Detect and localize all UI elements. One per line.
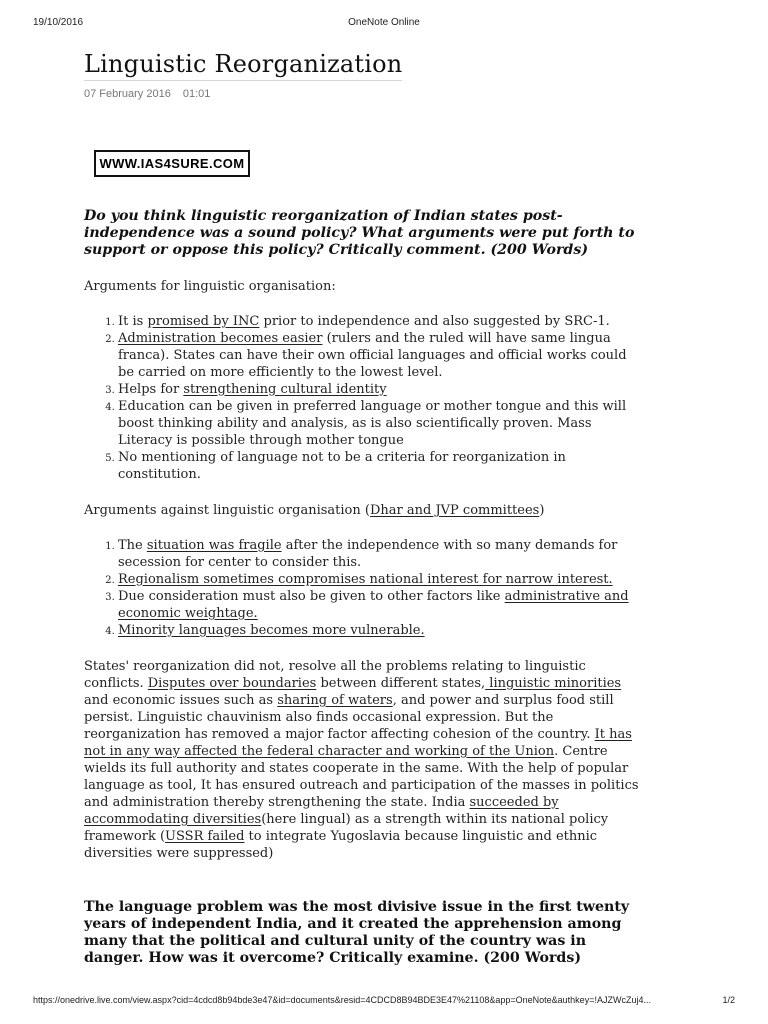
for-item-text: (rulers and the ruled will have same lingua franca). States can have their own official languages and official works could be carried on more efficiently to the lowest level. <box>118 331 627 380</box>
against-heading-committees: Dhar and JVP committees <box>369 503 540 518</box>
against-item-underlined-text: Regionalism sometimes compromises national interest for narrow interest. <box>118 572 613 587</box>
page-date: 07 February 2016 <box>84 88 171 100</box>
for-item <box>118 449 644 483</box>
for-item-underlined-text: promised by INC <box>147 314 260 329</box>
against-item-text: Due consideration must also be given to other factors like <box>118 589 505 604</box>
against-heading-pre: Arguments against linguistic organisation ( <box>84 503 370 518</box>
conclusion-underlined-text: linguistic minorities <box>485 676 622 691</box>
against-item-underlined-text: situation was fragile <box>146 538 282 553</box>
print-page-number: 1/2 <box>722 995 735 1005</box>
conclusion-text: States' reorganization did not, resolve all the problems relating to linguistic conflicts. <box>84 659 586 691</box>
conclusion-text: (here lingual) as a strength within its national policy framework ( <box>84 812 609 844</box>
against-heading <box>84 502 644 519</box>
conclusion-text: to integrate Yugoslavia because linguistic and ethnic diversities were suppressed) <box>84 829 598 861</box>
against-item-text: after the independence with so many demands for secession for center to consider this. <box>118 538 618 570</box>
against-item <box>118 622 644 639</box>
for-item-text: Education can be given in preferred language or mother tongue and this will boost thinking ability and analysis, as is also scientifically proven. Mass Literacy is possible through mother tongue <box>118 399 627 448</box>
for-item <box>118 398 644 449</box>
conclusion-underlined-text: succeeded by accommodating diversities <box>84 795 559 827</box>
for-item <box>118 330 644 381</box>
conclusion-paragraph <box>84 658 644 862</box>
print-url: https://onedrive.live.com/view.aspx?cid=4cdcd8b94bde3e47&id=documents&resid=4CDCD8B94BDE3E47%21108&app=OneNote&authkey=!AJZWcZuj4... <box>33 995 651 1005</box>
against-item <box>118 537 644 571</box>
page-title: Linguistic Reorganization <box>84 50 402 81</box>
print-app-title: OneNote Online <box>348 17 420 28</box>
print-header <box>0 17 768 31</box>
print-footer <box>0 995 768 1009</box>
against-heading-post: ) <box>539 503 545 518</box>
for-item-text: No mentioning of language not to be a criteria for reorganization in constitution. <box>118 450 566 482</box>
for-list <box>84 313 644 483</box>
for-item-underlined-text: strengthening cultural identity <box>183 382 387 397</box>
site-logo: WWW.IAS4SURE.COM <box>94 150 250 177</box>
conclusion-underlined-text: USSR failed <box>165 829 245 844</box>
against-item-underlined-text: administrative and economic weightage. <box>118 589 629 621</box>
for-item-text: prior to independence and also suggested by SRC-1. <box>259 314 610 329</box>
conclusion-text: between different states, <box>316 676 486 691</box>
page-time: 01:01 <box>182 88 211 100</box>
conclusion-text: . Centre wields its full authority and states cooperate in the same. With the help of popular language as tool, It has ensured outreach and participation of the masses in politics and administration thereby strengthening the state. India <box>84 744 639 810</box>
conclusion-text: , and power and surplus food still persist. Linguistic chauvinism also finds occasional expression. But the reorganization has removed a major factor affecting cohesion of the country. <box>84 693 614 742</box>
conclusion-underlined-text: Disputes over boundaries <box>147 676 317 691</box>
print-date: 19/10/2016 <box>33 17 84 28</box>
question-2: The language problem was the most divisive issue in the first twenty years of independent India, and it created the apprehension among many that the political and cultural unity of the country was in danger. How was it overcome? Critically examine. (200 Words) <box>84 899 630 966</box>
against-item-text: The <box>118 538 147 553</box>
against-item-underlined-text: Minority languages becomes more vulnerable. <box>118 623 425 638</box>
conclusion-text: and economic issues such as <box>84 693 278 708</box>
question-1: Do you think linguistic reorganization of Indian states post-independence was a sound policy? What arguments were put forth to support or oppose this policy? Critically comment. (200 Words) <box>84 208 635 258</box>
for-item <box>118 381 644 398</box>
conclusion-underlined-text: sharing of waters <box>277 693 393 708</box>
for-item-text: Helps for <box>118 382 184 397</box>
conclusion-underlined-text: It has not in any way affected the federal character and working of the Union <box>84 727 632 759</box>
for-heading: Arguments for linguistic organisation: <box>84 279 336 294</box>
note-content <box>84 208 644 862</box>
page-meta <box>84 88 210 100</box>
against-item <box>118 571 644 588</box>
for-item <box>118 313 644 330</box>
against-item <box>118 588 644 622</box>
for-item-text: It is <box>118 314 148 329</box>
for-item-underlined-text: Administration becomes easier <box>118 331 323 346</box>
against-list <box>84 537 644 639</box>
